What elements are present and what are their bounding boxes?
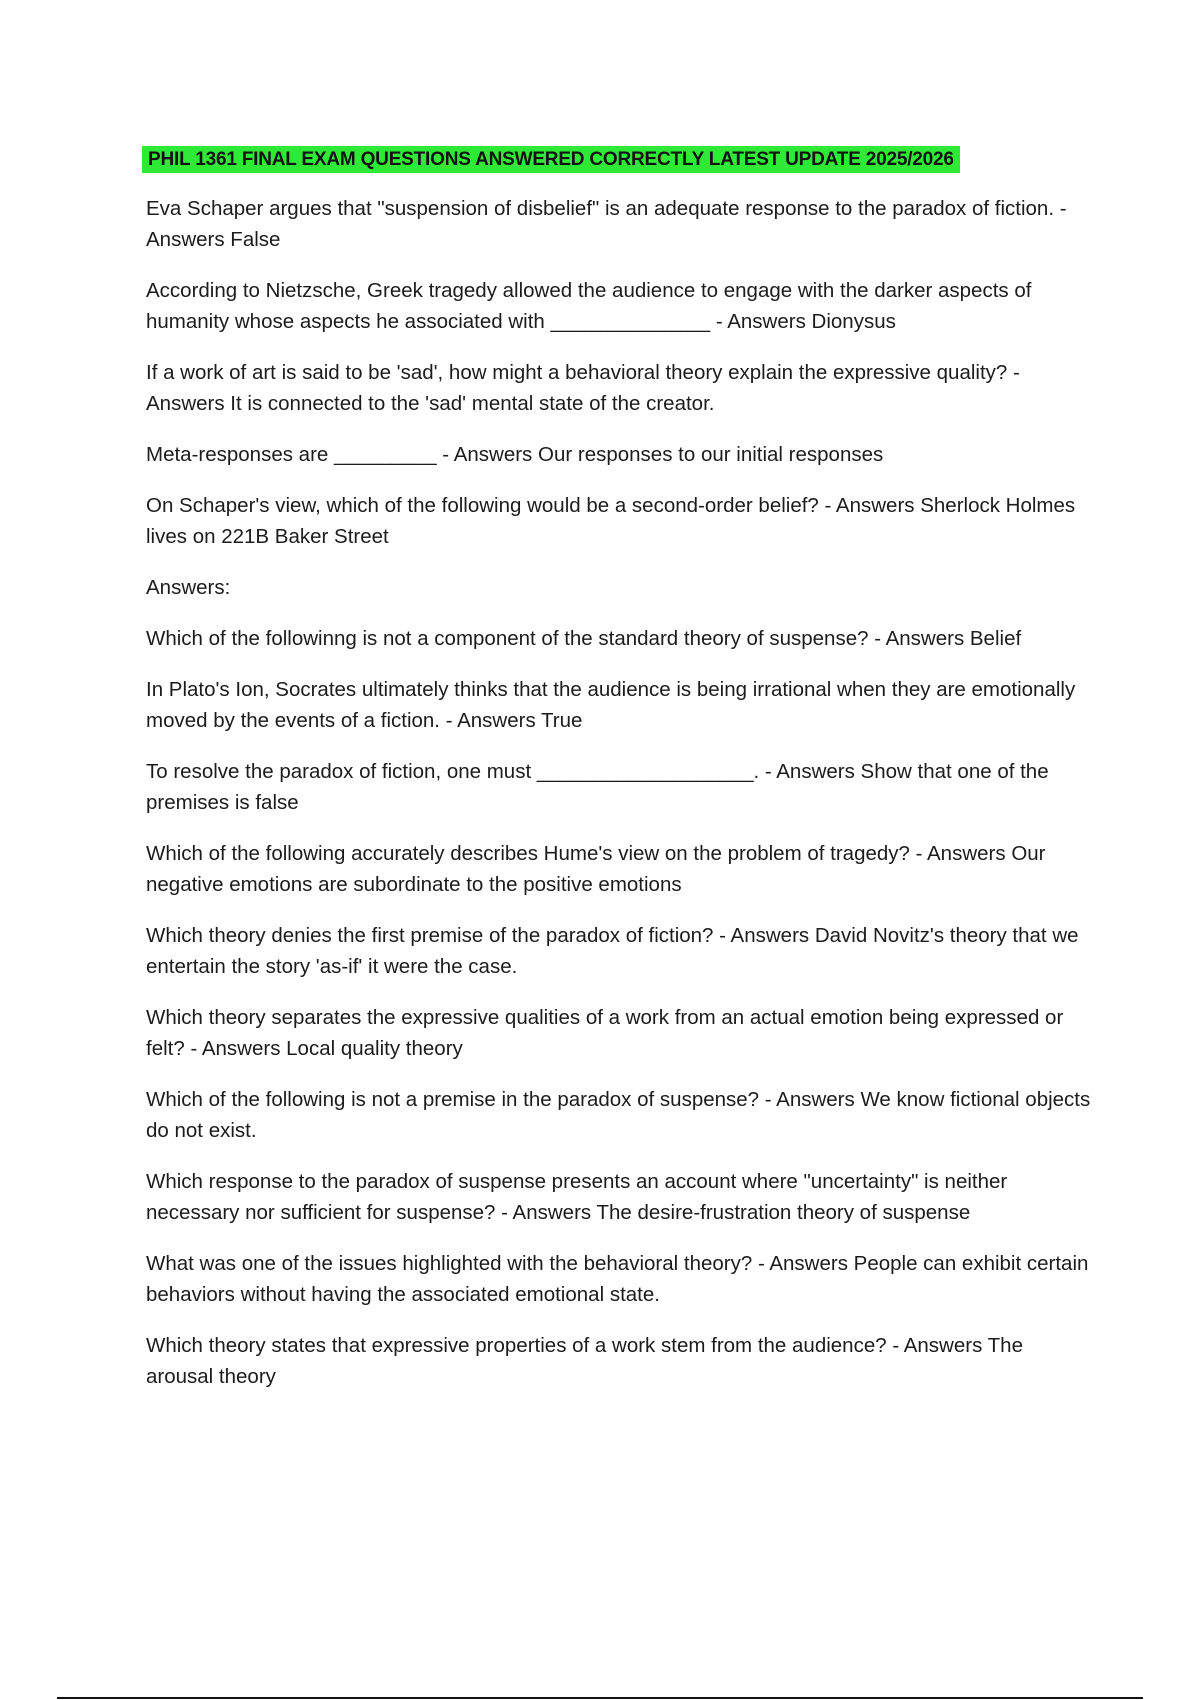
qa-item: If a work of art is said to be 'sad', how might a behavioral theory explain the expressive quality? - Answers It is connected to the 'sad' mental state of the creator. xyxy=(146,361,1020,415)
qa-item: Eva Schaper argues that "suspension of disbelief" is an adequate response to the paradox of fiction. - Answers False xyxy=(146,197,1067,251)
qa-item: Which theory states that expressive properties of a work stem from the audience? - Answers The arousal theory xyxy=(146,1334,1023,1388)
qa-item: What was one of the issues highlighted with the behavioral theory? - Answers People can exhibit certain behaviors without having the associated emotional state. xyxy=(146,1252,1089,1306)
qa-item: Answers: xyxy=(146,576,231,599)
qa-item: To resolve the paradox of fiction, one must ___________________. - Answers Show that one of the premises is false xyxy=(146,760,1049,814)
footer-divider xyxy=(57,1697,1143,1699)
qa-item: Which response to the paradox of suspense presents an account where "uncertainty" is neither necessary nor sufficient for suspense? - Answers The desire-frustration theory of suspense xyxy=(146,1170,1008,1224)
qa-item: Which of the following accurately describes Hume's view on the problem of tragedy? - Answers Our negative emotions are subordinate to the positive emotions xyxy=(146,842,1046,896)
qa-item: According to Nietzsche, Greek tragedy allowed the audience to engage with the darker aspects of humanity whose aspects he associated with ______________ - Answers Dionysus xyxy=(146,279,1032,333)
qa-item: On Schaper's view, which of the following would be a second-order belief? - Answers Sherlock Holmes lives on 221B Baker Street xyxy=(146,494,1076,548)
document-title: PHIL 1361 FINAL EXAM QUESTIONS ANSWERED CORRECTLY LATEST UPDATE 2025/2026 xyxy=(142,146,960,173)
qa-item: Meta-responses are _________ - Answers Our responses to our initial responses xyxy=(146,443,884,466)
qa-item: In Plato's Ion, Socrates ultimately thinks that the audience is being irrational when they are emotionally moved by the events of a fiction. - Answers True xyxy=(146,678,1076,732)
qa-item: Which of the following is not a premise in the paradox of suspense? - Answers We know fictional objects do not exist. xyxy=(146,1088,1091,1142)
qa-item: Which theory denies the first premise of the paradox of fiction? - Answers David Novitz's theory that we entertain the story 'as-if' it were the case. xyxy=(146,924,1079,978)
document-content xyxy=(146,146,1094,1412)
qa-item: Which of the followinng is not a component of the standard theory of suspense? - Answers Belief xyxy=(146,627,1022,650)
qa-item: Which theory separates the expressive qualities of a work from an actual emotion being expressed or felt? - Answers Local quality theory xyxy=(146,1006,1064,1060)
